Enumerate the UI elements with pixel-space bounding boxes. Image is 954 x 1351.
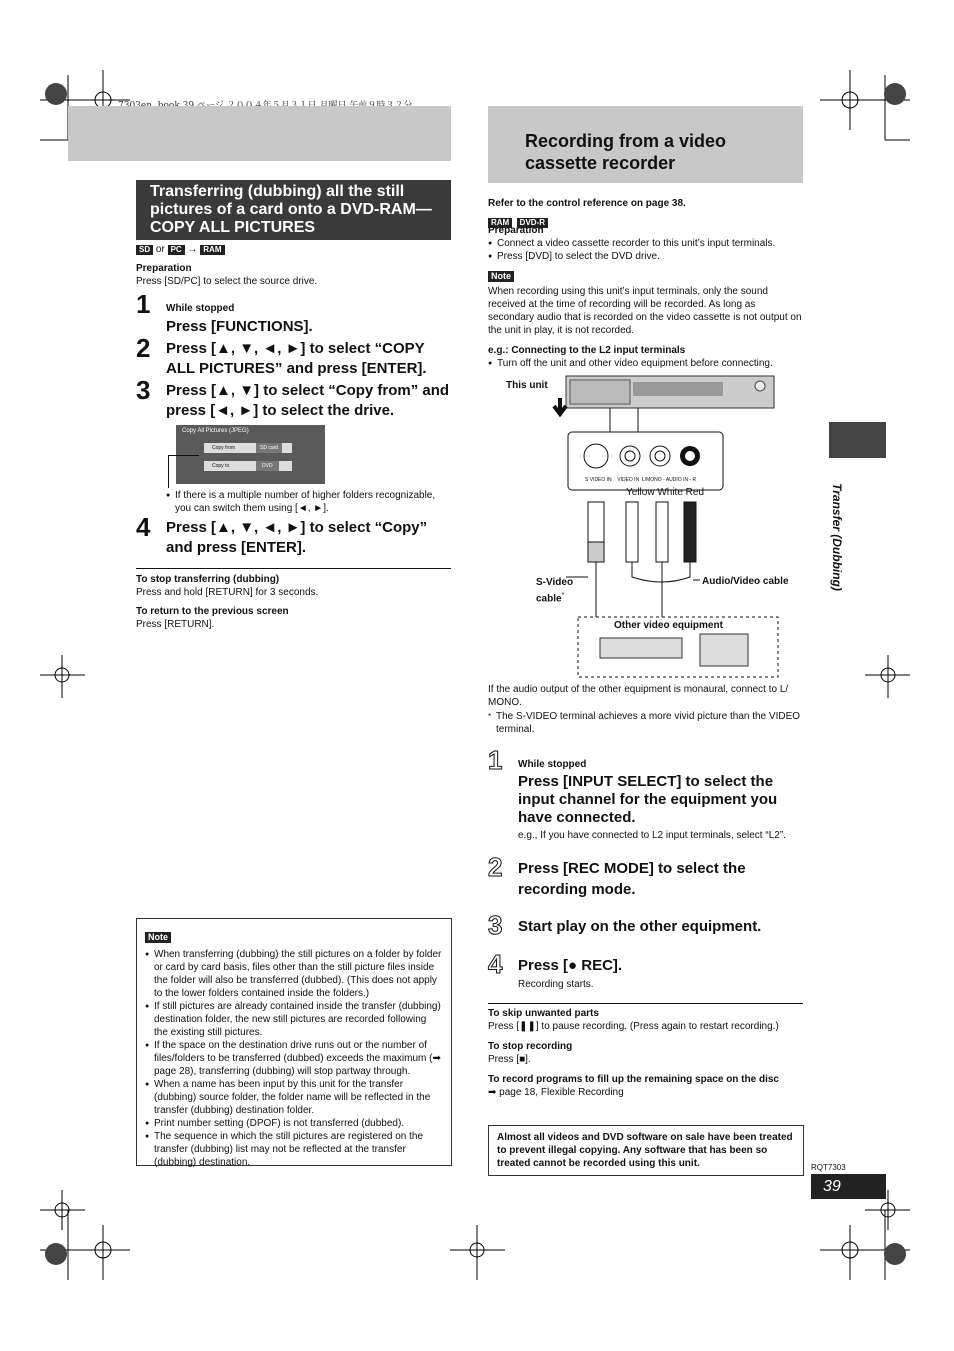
right-prep-label: Preparation	[488, 225, 544, 236]
right-prep-item: ● Press [DVD] to select the DVD drive.	[488, 250, 803, 263]
left-prep-text: Press [SD/PC] to select the source drive.	[136, 276, 318, 287]
left-step-3-num: 3	[136, 375, 151, 405]
ram-badge: RAM	[488, 218, 512, 228]
return-label: To return to the previous screen	[136, 606, 289, 617]
left-note-label: Note	[145, 932, 171, 943]
return-text: Press [RETURN].	[136, 619, 215, 630]
right-step-1-pre: While stopped	[518, 759, 587, 770]
star-mark: *	[561, 592, 565, 599]
source-badges	[136, 243, 225, 256]
stop-label: To stop transferring (dubbing)	[136, 574, 280, 585]
right-prep-item: ● Connect a video cassette recorder to this unit’s input terminals.	[488, 237, 803, 250]
right-step-1-text: Press [INPUT SELECT] to select the input channel for the equipment you have connected.	[518, 773, 778, 826]
right-step-2-text: Press [REC MODE] to select the recording mode.	[518, 860, 746, 898]
left-step-3-text: Press [▲, ▼] to select “Copy from” and press [◄, ►] to select the drive.	[166, 382, 450, 419]
left-step-1-text: Press [FUNCTIONS].	[166, 318, 313, 335]
warning-box: Almost all videos and DVD software on sale have been treated to prevent illegal copying. Any software that has been so treated cannot be recorded using this unit.	[488, 1125, 804, 1176]
cable-label	[536, 589, 564, 605]
folder-note	[166, 489, 451, 515]
left-note-item: ● Print number setting (DPOF) is not transferred (dubbed).	[145, 1117, 443, 1130]
eg-label: e.g.: Connecting to the L2 input terminals	[488, 345, 686, 356]
refer-text: Refer to the control reference on page 38.	[488, 198, 686, 209]
right-step-3-text: Start play on the other equipment.	[518, 918, 762, 935]
folder-note-item: ● If there is a multiple number of higher folders recognizable, you can switch them using [◄, ►].	[166, 489, 451, 515]
footer-code: RQT7303	[811, 1163, 846, 1172]
left-step-4-text: Press [▲, ▼, ◄, ►] to select “Copy” and press [ENTER].	[166, 519, 428, 556]
right-step-4-text: Press [● REC].	[518, 957, 623, 974]
screen-copy-to-val: DVD	[256, 461, 279, 471]
sd-badge: SD	[136, 245, 153, 255]
right-step-3-num: 3	[488, 910, 503, 940]
page-number: 39	[823, 1178, 841, 1195]
left-step-4-num: 4	[136, 512, 151, 542]
right-step-4-num: 4	[488, 949, 503, 979]
screen-copy-from-val: SD card	[256, 443, 282, 453]
mono-note: If the audio output of the other equipment is monaural, connect to L/ MONO.	[488, 684, 789, 708]
left-rule	[136, 568, 451, 569]
left-note-list	[145, 948, 443, 1169]
fill-text: ➡ page 18, Flexible Recording	[488, 1087, 624, 1098]
left-note-item: ● When transferring (dubbing) the still pictures on a folder by folder or card by card basis, files other than the still picture files inside the folder will also be transferred (dubbed). (This does not apply to the lower folders contained inside the folders.)	[145, 948, 443, 1000]
right-note-label: Note	[488, 271, 514, 282]
terminals-label: S VIDEO IN VIDEO IN L/MONO - AUDIO IN - R	[585, 477, 697, 483]
right-prep-list	[488, 237, 803, 263]
ram-badge: RAM	[200, 245, 224, 255]
arrow-icon: →	[187, 244, 198, 255]
left-title: Transferring (dubbing) all the still pictures of a card onto a DVD-RAM—COPY ALL PICTURES	[136, 180, 451, 240]
screen-copy-from: Copy from	[212, 445, 236, 451]
stoprec-label: To stop recording	[488, 1041, 573, 1052]
left-note-item: ● The sequence in which the still pictures are registered on the transfer (dubbing) list may not be reflected at the transfer (dubbing) destination.	[145, 1130, 443, 1169]
left-note-item: ● When a name has been input by this unit for the transfer (dubbing) source folder, the folder name will be reflected in the transfer (dubbing) destination folder.	[145, 1078, 443, 1117]
dvdr-badge: DVD-R	[517, 218, 548, 228]
connection-diagram	[488, 372, 804, 682]
side-tab-block	[829, 422, 886, 458]
left-step-2-num: 2	[136, 333, 151, 363]
side-tab-label: Transfer (Dubbing)	[830, 483, 844, 591]
right-step-4-sub: Recording starts.	[518, 979, 594, 990]
left-step-1-pre: While stopped	[166, 303, 235, 314]
left-prep-label: Preparation	[136, 263, 192, 274]
right-step-1-num: 1	[488, 745, 503, 775]
right-title: Recording from a video cassette recorder	[525, 131, 727, 173]
star-note-text: The S-VIDEO terminal achieves a more vivid picture than the VIDEO terminal.	[496, 711, 801, 735]
screen-copy-to: Copy to	[212, 463, 230, 469]
left-top-band	[68, 106, 451, 161]
colors-label: Yellow White Red	[626, 487, 705, 498]
stop-text: Press and hold [RETURN] for 3 seconds.	[136, 587, 319, 598]
other-equipment-label: Other video equipment	[614, 620, 723, 631]
star-note-mark: *	[488, 712, 492, 721]
skip-label: To skip unwanted parts	[488, 1008, 599, 1019]
svideo-label: S-Video	[536, 577, 574, 588]
right-note-text: When recording using this unit’s input terminals, only the sound received at the time of recording will be recorded. As long as secondary audio that is recorded on the video cassette is not output on the unit in play, it is not recorded.	[488, 286, 802, 336]
fill-label: To record programs to fill up the remaining space on the disc	[488, 1074, 779, 1085]
eg-item: ● Turn off the unit and other video equipment before connecting.	[488, 357, 803, 370]
left-note-item: ● If the space on the destination drive runs out or the number of files/folders to be transferred (dubbed) exceeds the maximum (➡ page 28), transferring (dubbing) will stop partway through.	[145, 1039, 443, 1078]
screen-title: Copy All Pictures (JPEG)	[182, 428, 249, 434]
cable-word: cable	[536, 593, 562, 605]
right-step-2-num: 2	[488, 852, 503, 882]
or-text: or	[155, 244, 165, 255]
right-step-1-sub: e.g., If you have connected to L2 input terminals, select “L2”.	[518, 830, 786, 841]
star-note	[488, 710, 804, 736]
page-number-box	[811, 1174, 886, 1199]
left-note-box	[136, 918, 452, 1166]
this-unit-label: This unit	[506, 380, 548, 391]
left-step-2-text: Press [▲, ▼, ◄, ►] to select “COPY ALL PICTURES” and press [ENTER].	[166, 340, 427, 377]
pc-badge: PC	[168, 245, 185, 255]
screen-pointer-line	[168, 455, 199, 488]
stoprec-text: Press [■].	[488, 1054, 531, 1065]
av-cable-label: Audio/Video cable	[702, 576, 789, 587]
left-step-1-num: 1	[136, 289, 151, 319]
eg-list	[488, 357, 803, 370]
skip-text: Press [❚❚] to pause recording. (Press again to restart recording.)	[488, 1021, 779, 1032]
left-note-item: ● If still pictures are already contained inside the transfer (dubbing) destination folder, the new still pictures are recorded following the existing still pictures.	[145, 1000, 443, 1039]
right-rule	[488, 1003, 803, 1004]
